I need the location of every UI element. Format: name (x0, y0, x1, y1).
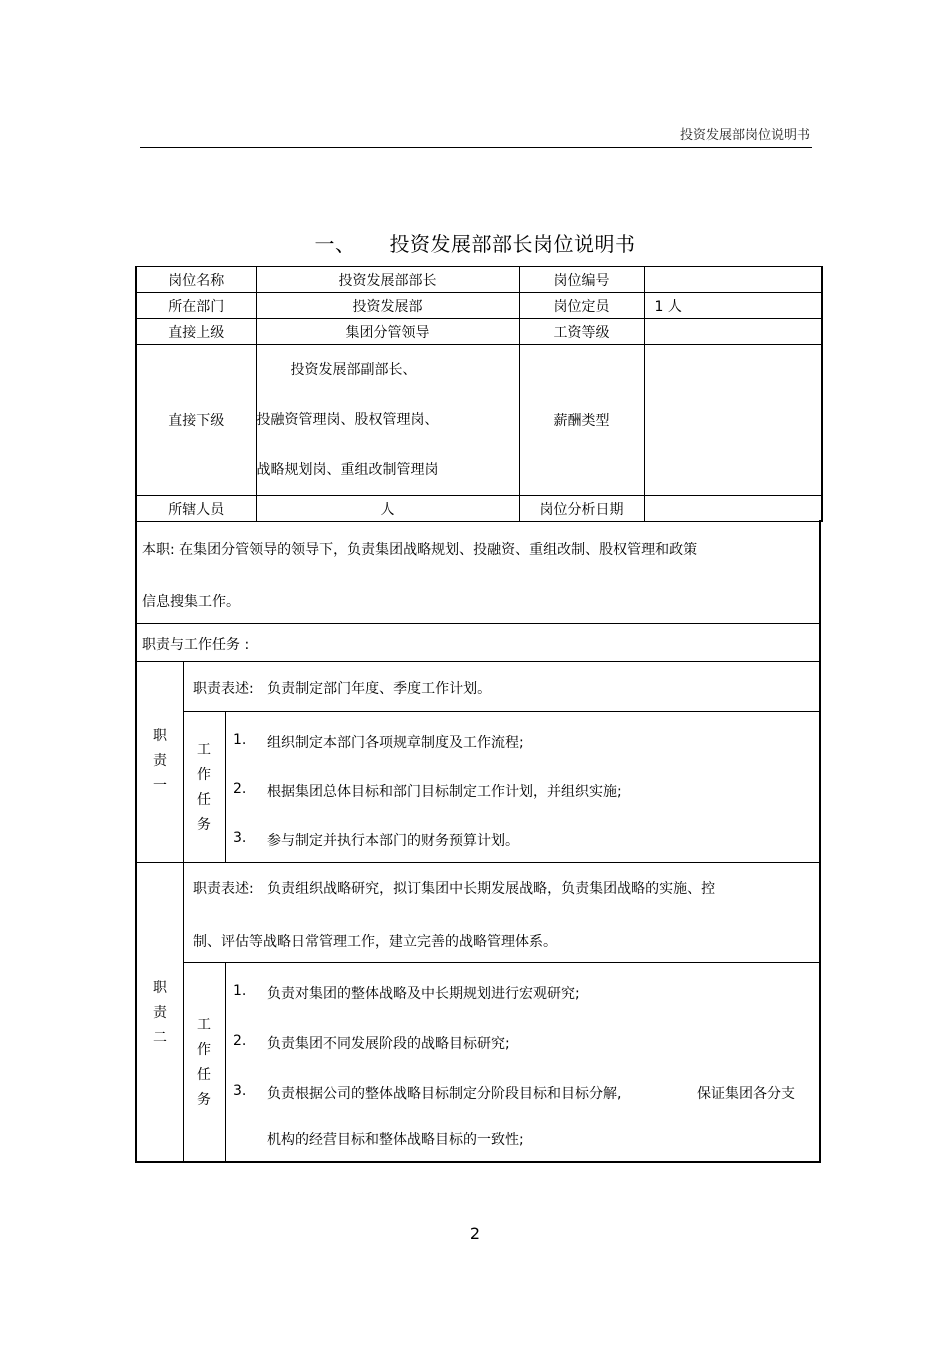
cell-value: 投资发展部部长 (256, 267, 519, 293)
task-text: 保证集团各分支 (697, 1086, 795, 1102)
running-header: 投资发展部岗位说明书 (679, 128, 810, 143)
divider (183, 863, 184, 1161)
position-info-table (135, 266, 823, 522)
main-duty-line: 本职: 在集团分管领导的领导下，负责集团战略规划、投融资、重组改制、股权管理和政策 (142, 542, 698, 558)
cell-value: 1 人 (644, 293, 822, 319)
task-text: 参与制定并执行本部门的财务预算计划。 (267, 833, 519, 849)
page-title (0, 228, 950, 257)
subordinate-line: 投资发展部副部长、 (290, 362, 417, 378)
subordinate-line: 战略规划岗、重组改制管理岗 (256, 462, 439, 478)
task-text: 组织制定本部门各项规章制度及工作流程; (267, 735, 524, 751)
task-number: 3. (233, 1083, 247, 1099)
duty-two-description: 职责表述: 负责组织战略研究，拟订集团中长期发展战略，负责集团战略的实施、控 (193, 881, 716, 897)
table-row (136, 319, 822, 345)
task-number: 3. (233, 830, 247, 846)
duties-header: 职责与工作任务 : (142, 637, 250, 653)
task-number: 2. (233, 1033, 247, 1049)
cell-label: 岗位名称 (136, 267, 256, 293)
duty-one-description: 职责表述: 负责制定部门年度、季度工作计划。 (193, 681, 492, 697)
duty-two-description-cont: 制、评估等战略日常管理工作，建立完善的战略管理体系。 (193, 934, 557, 950)
cell-label: 工资等级 (519, 319, 644, 345)
duty-two-label: 职 责 二 (153, 980, 167, 1046)
task-text: 根据集团总体目标和部门目标制定工作计划，并组织实施; (267, 784, 622, 800)
task-number: 1. (233, 983, 247, 999)
duty-one-task-label: 工 作 任 务 (197, 742, 211, 833)
table-row (136, 496, 822, 522)
task-text: 负责集团不同发展阶段的战略目标研究; (267, 1036, 510, 1052)
divider (225, 712, 226, 863)
table-row (136, 293, 822, 319)
cell-value (644, 496, 822, 522)
duty-one-label: 职 责 一 (153, 728, 167, 794)
cell-value (644, 319, 822, 345)
task-text: 负责对集团的整体战略及中长期规划进行宏观研究; (267, 986, 580, 1002)
task-number: 2. (233, 781, 247, 797)
task-number: 1. (233, 732, 247, 748)
table-row (136, 345, 822, 496)
main-duty-block (135, 520, 821, 624)
task-text: 机构的经营目标和整体战略目标的一致性; (267, 1132, 524, 1148)
duty-two-block (135, 863, 821, 1163)
cell-value (644, 345, 822, 496)
cell-value: 集团分管领导 (256, 319, 519, 345)
header-rule (140, 147, 812, 148)
cell-label: 直接下级 (136, 345, 256, 496)
cell-label: 岗位定员 (519, 293, 644, 319)
title-text: 投资发展部部长岗位说明书 (389, 232, 636, 256)
subordinate-line: 投融资管理岗、股权管理岗、 (256, 412, 439, 428)
cell-value: 投资发展部 (256, 293, 519, 319)
cell-label: 岗位编号 (519, 267, 644, 293)
divider (183, 962, 821, 963)
duty-one-block (135, 662, 821, 863)
divider (183, 662, 184, 863)
cell-label: 所辖人员 (136, 496, 256, 522)
duties-header-block (135, 624, 821, 662)
divider (225, 963, 226, 1161)
cell-label: 所在部门 (136, 293, 256, 319)
duty-two-task-label: 工 作 任 务 (197, 1017, 211, 1108)
title-number: 一、 (314, 232, 356, 256)
subordinates-cell (256, 345, 519, 496)
task-text: 负责根据公司的整体战略目标制定分阶段目标和目标分解, (267, 1086, 622, 1102)
table-row (136, 267, 822, 293)
cell-label: 直接上级 (136, 319, 256, 345)
cell-label: 薪酬类型 (519, 345, 644, 496)
cell-value: 人 (256, 496, 519, 522)
page-number: 2 (469, 1224, 481, 1243)
divider (183, 711, 821, 712)
main-duty-line: 信息搜集工作。 (142, 594, 240, 610)
cell-value (644, 267, 822, 293)
cell-label: 岗位分析日期 (519, 496, 644, 522)
